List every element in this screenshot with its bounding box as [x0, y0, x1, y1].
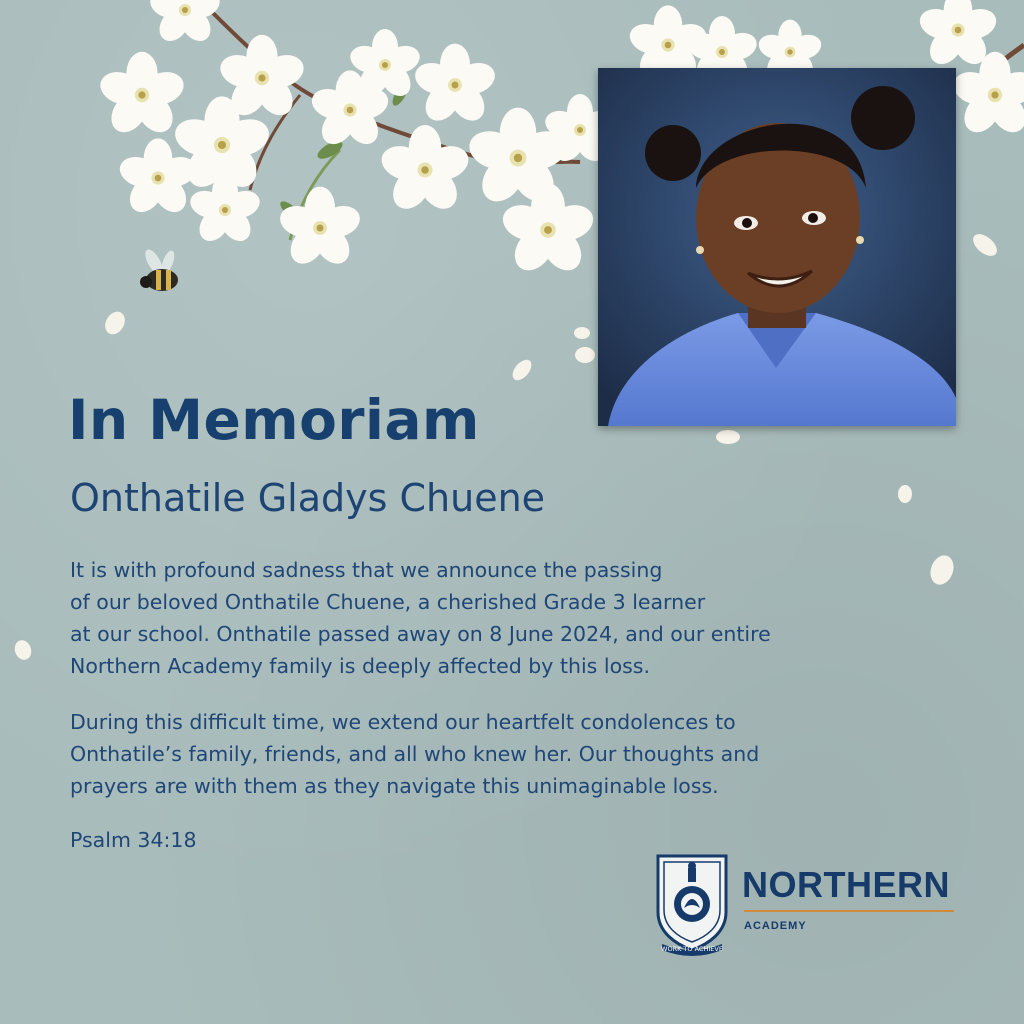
- paragraph-line: During this difficult time, we extend our heartfelt condolences to: [70, 710, 736, 734]
- paragraph-line: Northern Academy family is deeply affected by this loss.: [70, 654, 650, 678]
- portrait-photo: [598, 68, 956, 426]
- paragraph-line: Onthatile’s family, friends, and all who knew her. Our thoughts and: [70, 742, 760, 766]
- logo-divider: [744, 910, 954, 912]
- logo-subtitle: ACADEMY: [744, 920, 807, 932]
- scripture-reference: Psalm 34:18: [70, 828, 197, 852]
- paragraph-line: prayers are with them as they navigate this unimaginable loss.: [70, 774, 719, 798]
- condolence-paragraph: [70, 706, 759, 802]
- paragraph-line: It is with profound sadness that we announce the passing: [70, 558, 663, 582]
- paragraph-line: of our beloved Onthatile Chuene, a cherished Grade 3 learner: [70, 590, 706, 614]
- logo-wordmark: NORTHERN: [742, 864, 950, 905]
- paragraph-line: at our school. Onthatile passed away on 8 June 2024, and our entire: [70, 622, 771, 646]
- northern-academy-logo: [654, 852, 964, 962]
- deceased-name: Onthatile Gladys Chuene: [70, 476, 546, 520]
- school-crest-icon: [654, 852, 730, 957]
- motto-text: WORK TO ACHIEVE: [661, 945, 723, 953]
- bee-icon: [140, 247, 178, 291]
- announcement-paragraph: [70, 554, 771, 682]
- page-title: In Memoriam: [68, 388, 480, 452]
